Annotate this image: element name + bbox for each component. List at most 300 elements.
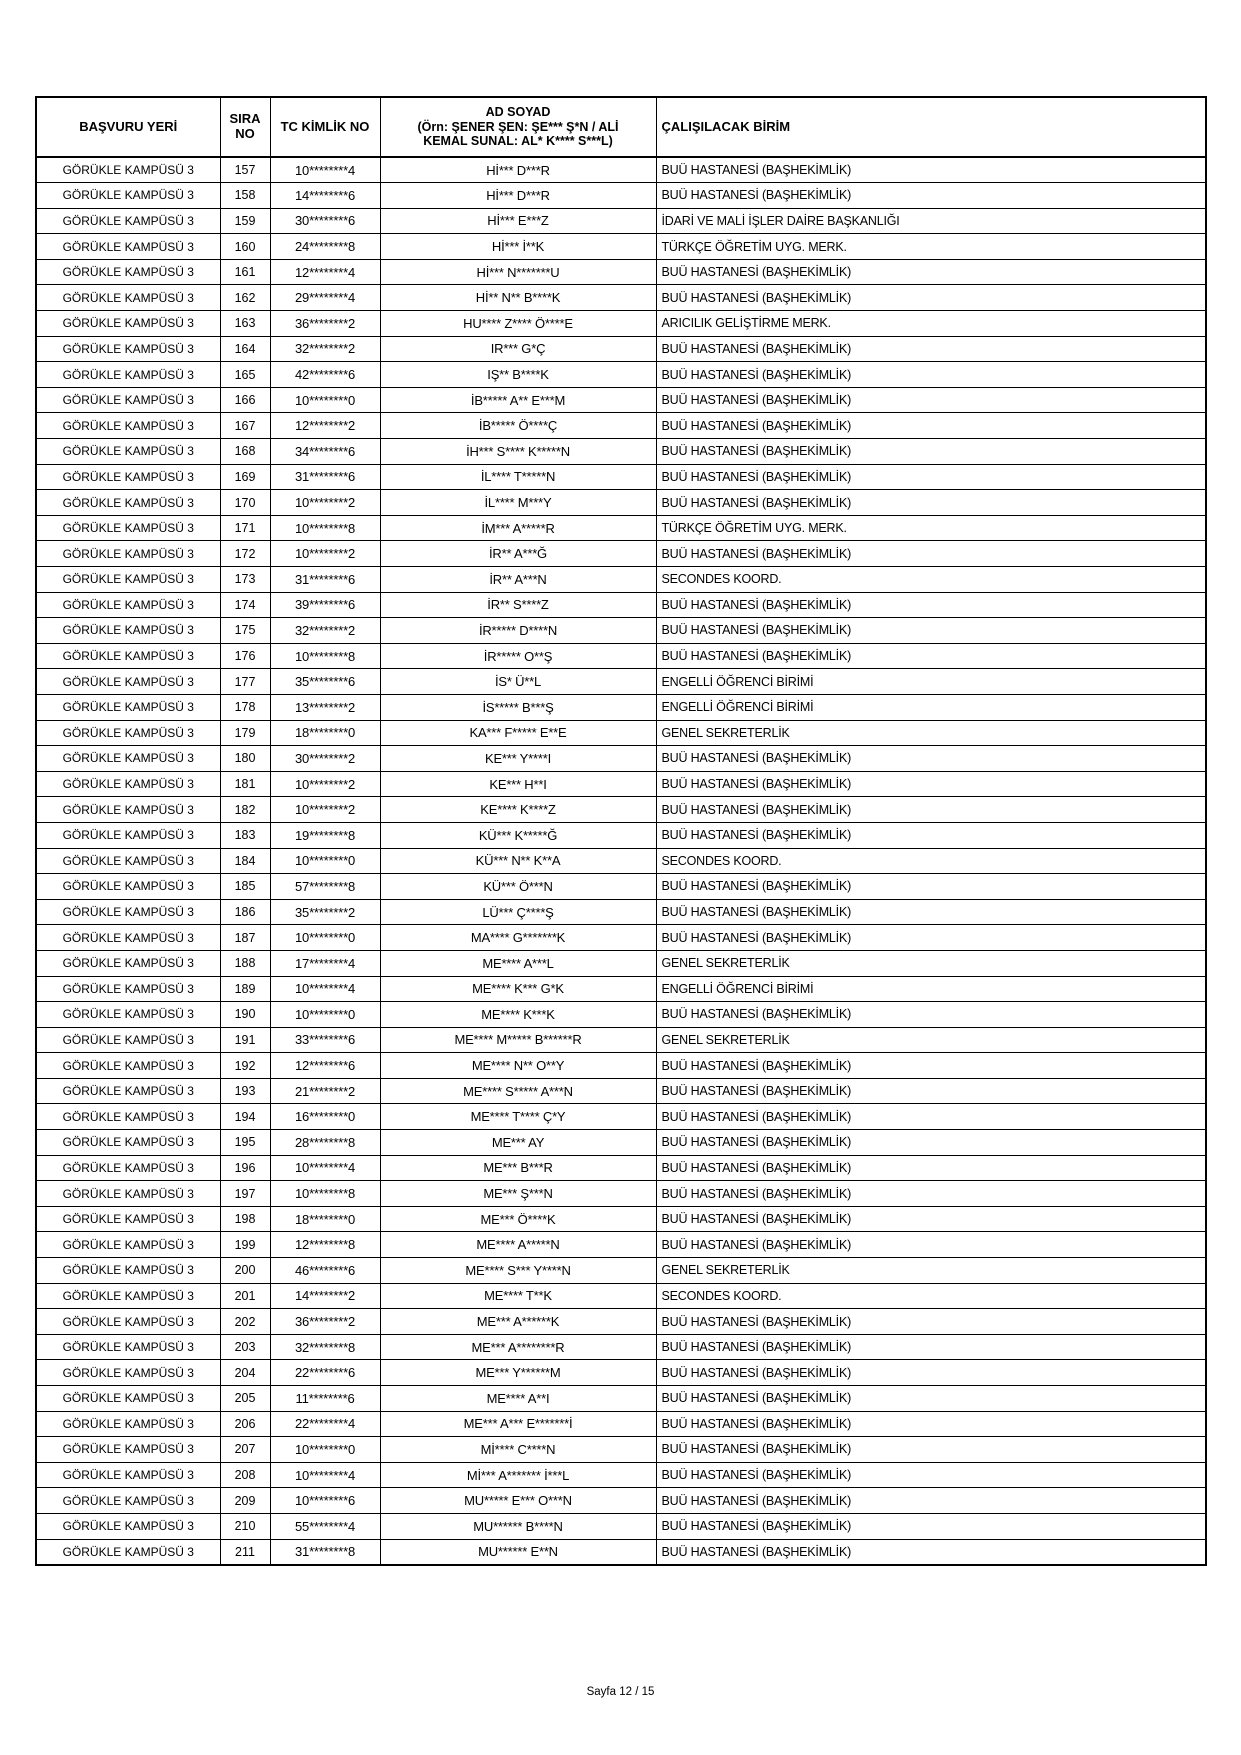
cell-basvuru-yeri: GÖRÜKLE KAMPÜSÜ 3 bbox=[36, 1309, 220, 1335]
cell-tc-kimlik-no: 21********2 bbox=[270, 1078, 380, 1104]
table-row bbox=[36, 1462, 1206, 1488]
cell-tc-kimlik-no: 57********8 bbox=[270, 874, 380, 900]
cell-tc-kimlik-no: 12********4 bbox=[270, 259, 380, 285]
cell-sira-no: 178 bbox=[220, 694, 270, 720]
table-row bbox=[36, 822, 1206, 848]
cell-sira-no: 172 bbox=[220, 541, 270, 567]
cell-tc-kimlik-no: 10********2 bbox=[270, 797, 380, 823]
header-row bbox=[36, 97, 1206, 157]
cell-sira-no: 158 bbox=[220, 183, 270, 209]
cell-calisilacak-birim: BUÜ HASTANESİ (BAŞHEKİMLİK) bbox=[656, 336, 1206, 362]
cell-ad-soyad: İB***** Ö****Ç bbox=[380, 413, 656, 439]
cell-sira-no: 186 bbox=[220, 899, 270, 925]
cell-tc-kimlik-no: 42********6 bbox=[270, 362, 380, 388]
cell-calisilacak-birim: BUÜ HASTANESİ (BAŞHEKİMLİK) bbox=[656, 1462, 1206, 1488]
cell-ad-soyad: Hİ*** İ**K bbox=[380, 234, 656, 260]
cell-sira-no: 190 bbox=[220, 1002, 270, 1028]
cell-basvuru-yeri: GÖRÜKLE KAMPÜSÜ 3 bbox=[36, 362, 220, 388]
cell-basvuru-yeri: GÖRÜKLE KAMPÜSÜ 3 bbox=[36, 541, 220, 567]
cell-ad-soyad: LÜ*** Ç****Ş bbox=[380, 899, 656, 925]
table-row bbox=[36, 925, 1206, 951]
cell-ad-soyad: Hİ*** E***Z bbox=[380, 208, 656, 234]
cell-basvuru-yeri: GÖRÜKLE KAMPÜSÜ 3 bbox=[36, 1130, 220, 1156]
cell-sira-no: 202 bbox=[220, 1309, 270, 1335]
cell-ad-soyad: ME*** Y******M bbox=[380, 1360, 656, 1386]
cell-calisilacak-birim: BUÜ HASTANESİ (BAŞHEKİMLİK) bbox=[656, 362, 1206, 388]
cell-calisilacak-birim: BUÜ HASTANESİ (BAŞHEKİMLİK) bbox=[656, 1078, 1206, 1104]
table-row bbox=[36, 669, 1206, 695]
table-row bbox=[36, 899, 1206, 925]
cell-sira-no: 179 bbox=[220, 720, 270, 746]
cell-basvuru-yeri: GÖRÜKLE KAMPÜSÜ 3 bbox=[36, 694, 220, 720]
cell-calisilacak-birim: GENEL SEKRETERLİK bbox=[656, 950, 1206, 976]
cell-ad-soyad: KE**** K****Z bbox=[380, 797, 656, 823]
cell-ad-soyad: KE*** Y****I bbox=[380, 746, 656, 772]
cell-tc-kimlik-no: 13********2 bbox=[270, 694, 380, 720]
cell-ad-soyad: ME*** Ö****K bbox=[380, 1206, 656, 1232]
cell-ad-soyad: ME**** A*****N bbox=[380, 1232, 656, 1258]
cell-sira-no: 163 bbox=[220, 311, 270, 337]
cell-basvuru-yeri: GÖRÜKLE KAMPÜSÜ 3 bbox=[36, 1053, 220, 1079]
table-row bbox=[36, 1488, 1206, 1514]
cell-ad-soyad: ME**** A**I bbox=[380, 1386, 656, 1412]
cell-ad-soyad: Hİ** N** B****K bbox=[380, 285, 656, 311]
table-header bbox=[36, 97, 1206, 157]
cell-ad-soyad: HU**** Z**** Ö****E bbox=[380, 311, 656, 337]
cell-tc-kimlik-no: 33********6 bbox=[270, 1027, 380, 1053]
table-row bbox=[36, 285, 1206, 311]
cell-tc-kimlik-no: 10********0 bbox=[270, 848, 380, 874]
table-row bbox=[36, 1513, 1206, 1539]
cell-ad-soyad: ME*** B***R bbox=[380, 1155, 656, 1181]
table-row bbox=[36, 797, 1206, 823]
cell-tc-kimlik-no: 55********4 bbox=[270, 1513, 380, 1539]
cell-calisilacak-birim: BUÜ HASTANESİ (BAŞHEKİMLİK) bbox=[656, 1360, 1206, 1386]
cell-basvuru-yeri: GÖRÜKLE KAMPÜSÜ 3 bbox=[36, 336, 220, 362]
cell-tc-kimlik-no: 10********4 bbox=[270, 157, 380, 183]
cell-tc-kimlik-no: 32********8 bbox=[270, 1334, 380, 1360]
table-row bbox=[36, 1002, 1206, 1028]
cell-calisilacak-birim: BUÜ HASTANESİ (BAŞHEKİMLİK) bbox=[656, 1232, 1206, 1258]
cell-sira-no: 159 bbox=[220, 208, 270, 234]
cell-tc-kimlik-no: 34********6 bbox=[270, 439, 380, 465]
table-row bbox=[36, 336, 1206, 362]
cell-basvuru-yeri: GÖRÜKLE KAMPÜSÜ 3 bbox=[36, 1002, 220, 1028]
cell-calisilacak-birim: BUÜ HASTANESİ (BAŞHEKİMLİK) bbox=[656, 387, 1206, 413]
cell-tc-kimlik-no: 28********8 bbox=[270, 1130, 380, 1156]
cell-sira-no: 175 bbox=[220, 618, 270, 644]
table-row bbox=[36, 1386, 1206, 1412]
cell-ad-soyad: İH*** S**** K*****N bbox=[380, 439, 656, 465]
cell-calisilacak-birim: BUÜ HASTANESİ (BAŞHEKİMLİK) bbox=[656, 1437, 1206, 1463]
header-basvuru-yeri-label: BAŞVURU YERİ bbox=[79, 118, 178, 134]
cell-calisilacak-birim: BUÜ HASTANESİ (BAŞHEKİMLİK) bbox=[656, 771, 1206, 797]
cell-sira-no: 193 bbox=[220, 1078, 270, 1104]
cell-tc-kimlik-no: 35********2 bbox=[270, 899, 380, 925]
header-ad-soyad-line3: KEMAL SUNAL: AL* K**** S***L) bbox=[423, 134, 613, 149]
table-row bbox=[36, 746, 1206, 772]
header-calisilacak-birim bbox=[656, 97, 1206, 157]
cell-sira-no: 210 bbox=[220, 1513, 270, 1539]
cell-sira-no: 166 bbox=[220, 387, 270, 413]
cell-basvuru-yeri: GÖRÜKLE KAMPÜSÜ 3 bbox=[36, 515, 220, 541]
table-row bbox=[36, 1539, 1206, 1565]
table-row bbox=[36, 208, 1206, 234]
cell-basvuru-yeri: GÖRÜKLE KAMPÜSÜ 3 bbox=[36, 1539, 220, 1565]
cell-sira-no: 181 bbox=[220, 771, 270, 797]
cell-calisilacak-birim: BUÜ HASTANESİ (BAŞHEKİMLİK) bbox=[656, 1181, 1206, 1207]
cell-tc-kimlik-no: 12********6 bbox=[270, 1053, 380, 1079]
cell-tc-kimlik-no: 22********6 bbox=[270, 1360, 380, 1386]
cell-ad-soyad: KÜ*** N** K**A bbox=[380, 848, 656, 874]
cell-calisilacak-birim: BUÜ HASTANESİ (BAŞHEKİMLİK) bbox=[656, 1488, 1206, 1514]
cell-tc-kimlik-no: 29********4 bbox=[270, 285, 380, 311]
cell-basvuru-yeri: GÖRÜKLE KAMPÜSÜ 3 bbox=[36, 1488, 220, 1514]
cell-basvuru-yeri: GÖRÜKLE KAMPÜSÜ 3 bbox=[36, 797, 220, 823]
cell-ad-soyad: IR*** G*Ç bbox=[380, 336, 656, 362]
cell-calisilacak-birim: BUÜ HASTANESİ (BAŞHEKİMLİK) bbox=[656, 541, 1206, 567]
table-row bbox=[36, 490, 1206, 516]
cell-ad-soyad: İR***** O**Ş bbox=[380, 643, 656, 669]
cell-calisilacak-birim: ENGELLİ ÖĞRENCİ BİRİMİ bbox=[656, 976, 1206, 1002]
cell-calisilacak-birim: BUÜ HASTANESİ (BAŞHEKİMLİK) bbox=[656, 1334, 1206, 1360]
cell-basvuru-yeri: GÖRÜKLE KAMPÜSÜ 3 bbox=[36, 618, 220, 644]
cell-basvuru-yeri: GÖRÜKLE KAMPÜSÜ 3 bbox=[36, 1206, 220, 1232]
cell-sira-no: 176 bbox=[220, 643, 270, 669]
table-row bbox=[36, 1181, 1206, 1207]
cell-calisilacak-birim: SECONDES KOORD. bbox=[656, 567, 1206, 593]
cell-tc-kimlik-no: 12********8 bbox=[270, 1232, 380, 1258]
cell-sira-no: 196 bbox=[220, 1155, 270, 1181]
cell-ad-soyad: KÜ*** K*****Ğ bbox=[380, 822, 656, 848]
cell-ad-soyad: Hİ*** D***R bbox=[380, 157, 656, 183]
cell-tc-kimlik-no: 10********8 bbox=[270, 515, 380, 541]
cell-ad-soyad: MU***** E*** O***N bbox=[380, 1488, 656, 1514]
cell-ad-soyad: İR** S****Z bbox=[380, 592, 656, 618]
cell-tc-kimlik-no: 10********4 bbox=[270, 1155, 380, 1181]
cell-tc-kimlik-no: 31********6 bbox=[270, 567, 380, 593]
cell-calisilacak-birim: BUÜ HASTANESİ (BAŞHEKİMLİK) bbox=[656, 439, 1206, 465]
cell-ad-soyad: İL**** T*****N bbox=[380, 464, 656, 490]
cell-tc-kimlik-no: 35********6 bbox=[270, 669, 380, 695]
table-row bbox=[36, 874, 1206, 900]
cell-tc-kimlik-no: 17********4 bbox=[270, 950, 380, 976]
table-row bbox=[36, 1437, 1206, 1463]
table-row bbox=[36, 1104, 1206, 1130]
cell-calisilacak-birim: BUÜ HASTANESİ (BAŞHEKİMLİK) bbox=[656, 874, 1206, 900]
cell-basvuru-yeri: GÖRÜKLE KAMPÜSÜ 3 bbox=[36, 925, 220, 951]
cell-ad-soyad: ME*** A*** E*******İ bbox=[380, 1411, 656, 1437]
cell-tc-kimlik-no: 32********2 bbox=[270, 336, 380, 362]
table-row bbox=[36, 439, 1206, 465]
cell-calisilacak-birim: BUÜ HASTANESİ (BAŞHEKİMLİK) bbox=[656, 746, 1206, 772]
cell-basvuru-yeri: GÖRÜKLE KAMPÜSÜ 3 bbox=[36, 1437, 220, 1463]
table-row bbox=[36, 1258, 1206, 1284]
cell-tc-kimlik-no: 12********2 bbox=[270, 413, 380, 439]
cell-ad-soyad: KE*** H**I bbox=[380, 771, 656, 797]
cell-sira-no: 167 bbox=[220, 413, 270, 439]
cell-ad-soyad: Mİ**** C****N bbox=[380, 1437, 656, 1463]
table-row bbox=[36, 720, 1206, 746]
cell-tc-kimlik-no: 36********2 bbox=[270, 1309, 380, 1335]
cell-ad-soyad: ME*** AY bbox=[380, 1130, 656, 1156]
document-table bbox=[35, 96, 1207, 1566]
header-ad-soyad-line1: AD SOYAD bbox=[485, 105, 551, 120]
table-row bbox=[36, 1206, 1206, 1232]
cell-calisilacak-birim: BUÜ HASTANESİ (BAŞHEKİMLİK) bbox=[656, 618, 1206, 644]
cell-tc-kimlik-no: 30********2 bbox=[270, 746, 380, 772]
table-row bbox=[36, 362, 1206, 388]
table-row bbox=[36, 1053, 1206, 1079]
cell-calisilacak-birim: İDARİ VE MALİ İŞLER DAİRE BAŞKANLIĞI bbox=[656, 208, 1206, 234]
cell-ad-soyad: İL**** M***Y bbox=[380, 490, 656, 516]
cell-sira-no: 201 bbox=[220, 1283, 270, 1309]
cell-basvuru-yeri: GÖRÜKLE KAMPÜSÜ 3 bbox=[36, 643, 220, 669]
header-ad-soyad-line2: (Örn: ŞENER ŞEN: ŞE*** Ş*N / ALİ bbox=[417, 119, 619, 134]
cell-tc-kimlik-no: 10********2 bbox=[270, 490, 380, 516]
cell-sira-no: 195 bbox=[220, 1130, 270, 1156]
cell-ad-soyad: İM*** A*****R bbox=[380, 515, 656, 541]
table-row bbox=[36, 1027, 1206, 1053]
cell-ad-soyad: ME*** A******K bbox=[380, 1309, 656, 1335]
cell-sira-no: 197 bbox=[220, 1181, 270, 1207]
cell-basvuru-yeri: GÖRÜKLE KAMPÜSÜ 3 bbox=[36, 490, 220, 516]
cell-calisilacak-birim: BUÜ HASTANESİ (BAŞHEKİMLİK) bbox=[656, 413, 1206, 439]
cell-ad-soyad: ME**** K***K bbox=[380, 1002, 656, 1028]
cell-sira-no: 211 bbox=[220, 1539, 270, 1565]
cell-sira-no: 161 bbox=[220, 259, 270, 285]
cell-calisilacak-birim: BUÜ HASTANESİ (BAŞHEKİMLİK) bbox=[656, 1053, 1206, 1079]
header-tc-kimlik-label: TC KİMLİK NO bbox=[280, 118, 370, 134]
cell-tc-kimlik-no: 10********6 bbox=[270, 1488, 380, 1514]
cell-basvuru-yeri: GÖRÜKLE KAMPÜSÜ 3 bbox=[36, 1027, 220, 1053]
cell-basvuru-yeri: GÖRÜKLE KAMPÜSÜ 3 bbox=[36, 746, 220, 772]
table-row bbox=[36, 413, 1206, 439]
table-row bbox=[36, 1360, 1206, 1386]
cell-ad-soyad: Hİ*** N*******U bbox=[380, 259, 656, 285]
table-row bbox=[36, 183, 1206, 209]
table-row bbox=[36, 234, 1206, 260]
cell-calisilacak-birim: BUÜ HASTANESİ (BAŞHEKİMLİK) bbox=[656, 259, 1206, 285]
cell-ad-soyad: ME**** T**K bbox=[380, 1283, 656, 1309]
header-sira-line1: SIRA bbox=[229, 111, 261, 127]
cell-sira-no: 187 bbox=[220, 925, 270, 951]
cell-basvuru-yeri: GÖRÜKLE KAMPÜSÜ 3 bbox=[36, 1334, 220, 1360]
cell-tc-kimlik-no: 39********6 bbox=[270, 592, 380, 618]
cell-ad-soyad: İB***** A** E***M bbox=[380, 387, 656, 413]
table-row bbox=[36, 1078, 1206, 1104]
table-row bbox=[36, 771, 1206, 797]
cell-sira-no: 164 bbox=[220, 336, 270, 362]
cell-calisilacak-birim: BUÜ HASTANESİ (BAŞHEKİMLİK) bbox=[656, 643, 1206, 669]
table-row bbox=[36, 311, 1206, 337]
cell-ad-soyad: MU****** B****N bbox=[380, 1513, 656, 1539]
cell-basvuru-yeri: GÖRÜKLE KAMPÜSÜ 3 bbox=[36, 464, 220, 490]
cell-basvuru-yeri: GÖRÜKLE KAMPÜSÜ 3 bbox=[36, 157, 220, 183]
cell-tc-kimlik-no: 18********0 bbox=[270, 720, 380, 746]
cell-sira-no: 160 bbox=[220, 234, 270, 260]
cell-calisilacak-birim: BUÜ HASTANESİ (BAŞHEKİMLİK) bbox=[656, 1104, 1206, 1130]
cell-basvuru-yeri: GÖRÜKLE KAMPÜSÜ 3 bbox=[36, 1462, 220, 1488]
cell-sira-no: 184 bbox=[220, 848, 270, 874]
table-row bbox=[36, 618, 1206, 644]
cell-sira-no: 182 bbox=[220, 797, 270, 823]
cell-tc-kimlik-no: 46********6 bbox=[270, 1258, 380, 1284]
cell-sira-no: 207 bbox=[220, 1437, 270, 1463]
cell-basvuru-yeri: GÖRÜKLE KAMPÜSÜ 3 bbox=[36, 1078, 220, 1104]
cell-ad-soyad: ME**** A***L bbox=[380, 950, 656, 976]
page-number: Sayfa 12 / 15 bbox=[586, 1686, 655, 1698]
cell-basvuru-yeri: GÖRÜKLE KAMPÜSÜ 3 bbox=[36, 439, 220, 465]
cell-tc-kimlik-no: 14********6 bbox=[270, 183, 380, 209]
cell-calisilacak-birim: BUÜ HASTANESİ (BAŞHEKİMLİK) bbox=[656, 490, 1206, 516]
cell-ad-soyad: İS***** B***Ş bbox=[380, 694, 656, 720]
cell-tc-kimlik-no: 10********0 bbox=[270, 925, 380, 951]
header-sira-no bbox=[220, 97, 270, 157]
cell-basvuru-yeri: GÖRÜKLE KAMPÜSÜ 3 bbox=[36, 208, 220, 234]
cell-sira-no: 191 bbox=[220, 1027, 270, 1053]
cell-calisilacak-birim: ENGELLİ ÖĞRENCİ BİRİMİ bbox=[656, 669, 1206, 695]
cell-sira-no: 189 bbox=[220, 976, 270, 1002]
cell-calisilacak-birim: BUÜ HASTANESİ (BAŞHEKİMLİK) bbox=[656, 464, 1206, 490]
cell-tc-kimlik-no: 19********8 bbox=[270, 822, 380, 848]
cell-calisilacak-birim: SECONDES KOORD. bbox=[656, 848, 1206, 874]
cell-calisilacak-birim: TÜRKÇE ÖĞRETİM UYG. MERK. bbox=[656, 515, 1206, 541]
cell-tc-kimlik-no: 11********6 bbox=[270, 1386, 380, 1412]
cell-ad-soyad: İR***** D****N bbox=[380, 618, 656, 644]
table-row bbox=[36, 387, 1206, 413]
cell-basvuru-yeri: GÖRÜKLE KAMPÜSÜ 3 bbox=[36, 822, 220, 848]
cell-basvuru-yeri: GÖRÜKLE KAMPÜSÜ 3 bbox=[36, 848, 220, 874]
cell-sira-no: 205 bbox=[220, 1386, 270, 1412]
cell-sira-no: 204 bbox=[220, 1360, 270, 1386]
cell-calisilacak-birim: BUÜ HASTANESİ (BAŞHEKİMLİK) bbox=[656, 1513, 1206, 1539]
cell-calisilacak-birim: GENEL SEKRETERLİK bbox=[656, 720, 1206, 746]
cell-basvuru-yeri: GÖRÜKLE KAMPÜSÜ 3 bbox=[36, 669, 220, 695]
cell-basvuru-yeri: GÖRÜKLE KAMPÜSÜ 3 bbox=[36, 1155, 220, 1181]
table-row bbox=[36, 515, 1206, 541]
cell-calisilacak-birim: GENEL SEKRETERLİK bbox=[656, 1027, 1206, 1053]
table-row bbox=[36, 541, 1206, 567]
cell-sira-no: 171 bbox=[220, 515, 270, 541]
cell-sira-no: 180 bbox=[220, 746, 270, 772]
table-row bbox=[36, 1411, 1206, 1437]
cell-sira-no: 169 bbox=[220, 464, 270, 490]
cell-basvuru-yeri: GÖRÜKLE KAMPÜSÜ 3 bbox=[36, 1181, 220, 1207]
cell-ad-soyad: MU****** E**N bbox=[380, 1539, 656, 1565]
cell-tc-kimlik-no: 24********8 bbox=[270, 234, 380, 260]
cell-sira-no: 199 bbox=[220, 1232, 270, 1258]
cell-tc-kimlik-no: 18********0 bbox=[270, 1206, 380, 1232]
table-row bbox=[36, 259, 1206, 285]
header-basvuru-yeri bbox=[36, 97, 220, 157]
table-row bbox=[36, 1309, 1206, 1335]
cell-calisilacak-birim: TÜRKÇE ÖĞRETİM UYG. MERK. bbox=[656, 234, 1206, 260]
cell-basvuru-yeri: GÖRÜKLE KAMPÜSÜ 3 bbox=[36, 413, 220, 439]
cell-ad-soyad: ME**** M***** B******R bbox=[380, 1027, 656, 1053]
cell-sira-no: 194 bbox=[220, 1104, 270, 1130]
cell-tc-kimlik-no: 14********2 bbox=[270, 1283, 380, 1309]
cell-ad-soyad: Mİ*** A******* İ***L bbox=[380, 1462, 656, 1488]
cell-basvuru-yeri: GÖRÜKLE KAMPÜSÜ 3 bbox=[36, 567, 220, 593]
cell-basvuru-yeri: GÖRÜKLE KAMPÜSÜ 3 bbox=[36, 899, 220, 925]
header-sira-line2: NO bbox=[235, 126, 255, 141]
cell-sira-no: 165 bbox=[220, 362, 270, 388]
cell-tc-kimlik-no: 10********8 bbox=[270, 1181, 380, 1207]
cell-sira-no: 157 bbox=[220, 157, 270, 183]
cell-calisilacak-birim: BUÜ HASTANESİ (BAŞHEKİMLİK) bbox=[656, 797, 1206, 823]
cell-ad-soyad: ME*** A********R bbox=[380, 1334, 656, 1360]
cell-calisilacak-birim: GENEL SEKRETERLİK bbox=[656, 1258, 1206, 1284]
cell-sira-no: 174 bbox=[220, 592, 270, 618]
table-row bbox=[36, 157, 1206, 183]
cell-sira-no: 208 bbox=[220, 1462, 270, 1488]
cell-sira-no: 192 bbox=[220, 1053, 270, 1079]
cell-ad-soyad: MA**** G*******K bbox=[380, 925, 656, 951]
cell-calisilacak-birim: BUÜ HASTANESİ (BAŞHEKİMLİK) bbox=[656, 1002, 1206, 1028]
cell-ad-soyad: ME**** K*** G*K bbox=[380, 976, 656, 1002]
cell-calisilacak-birim: BUÜ HASTANESİ (BAŞHEKİMLİK) bbox=[656, 1155, 1206, 1181]
cell-tc-kimlik-no: 32********2 bbox=[270, 618, 380, 644]
cell-tc-kimlik-no: 10********0 bbox=[270, 1002, 380, 1028]
cell-calisilacak-birim: BUÜ HASTANESİ (BAŞHEKİMLİK) bbox=[656, 1309, 1206, 1335]
cell-sira-no: 206 bbox=[220, 1411, 270, 1437]
table-row bbox=[36, 1130, 1206, 1156]
cell-calisilacak-birim: ENGELLİ ÖĞRENCİ BİRİMİ bbox=[656, 694, 1206, 720]
cell-basvuru-yeri: GÖRÜKLE KAMPÜSÜ 3 bbox=[36, 1232, 220, 1258]
table-row bbox=[36, 643, 1206, 669]
table-row bbox=[36, 464, 1206, 490]
cell-calisilacak-birim: BUÜ HASTANESİ (BAŞHEKİMLİK) bbox=[656, 1386, 1206, 1412]
cell-ad-soyad: ME**** N** O**Y bbox=[380, 1053, 656, 1079]
cell-sira-no: 168 bbox=[220, 439, 270, 465]
cell-basvuru-yeri: GÖRÜKLE KAMPÜSÜ 3 bbox=[36, 1104, 220, 1130]
table-row bbox=[36, 1232, 1206, 1258]
table-row bbox=[36, 1334, 1206, 1360]
cell-ad-soyad: ME**** S*** Y****N bbox=[380, 1258, 656, 1284]
cell-tc-kimlik-no: 10********0 bbox=[270, 387, 380, 413]
cell-tc-kimlik-no: 16********0 bbox=[270, 1104, 380, 1130]
cell-basvuru-yeri: GÖRÜKLE KAMPÜSÜ 3 bbox=[36, 1360, 220, 1386]
header-ad-soyad bbox=[380, 97, 656, 157]
table-row bbox=[36, 976, 1206, 1002]
cell-calisilacak-birim: BUÜ HASTANESİ (BAŞHEKİMLİK) bbox=[656, 157, 1206, 183]
cell-calisilacak-birim: BUÜ HASTANESİ (BAŞHEKİMLİK) bbox=[656, 1539, 1206, 1565]
header-tc-kimlik-no bbox=[270, 97, 380, 157]
cell-ad-soyad: KÜ*** Ö***N bbox=[380, 874, 656, 900]
cell-calisilacak-birim: BUÜ HASTANESİ (BAŞHEKİMLİK) bbox=[656, 822, 1206, 848]
cell-calisilacak-birim: BUÜ HASTANESİ (BAŞHEKİMLİK) bbox=[656, 925, 1206, 951]
cell-basvuru-yeri: GÖRÜKLE KAMPÜSÜ 3 bbox=[36, 1283, 220, 1309]
cell-basvuru-yeri: GÖRÜKLE KAMPÜSÜ 3 bbox=[36, 720, 220, 746]
cell-ad-soyad: ME*** Ş***N bbox=[380, 1181, 656, 1207]
cell-tc-kimlik-no: 36********2 bbox=[270, 311, 380, 337]
cell-sira-no: 177 bbox=[220, 669, 270, 695]
cell-tc-kimlik-no: 22********4 bbox=[270, 1411, 380, 1437]
cell-basvuru-yeri: GÖRÜKLE KAMPÜSÜ 3 bbox=[36, 950, 220, 976]
cell-basvuru-yeri: GÖRÜKLE KAMPÜSÜ 3 bbox=[36, 183, 220, 209]
cell-tc-kimlik-no: 10********0 bbox=[270, 1437, 380, 1463]
cell-calisilacak-birim: BUÜ HASTANESİ (BAŞHEKİMLİK) bbox=[656, 1206, 1206, 1232]
cell-tc-kimlik-no: 10********2 bbox=[270, 541, 380, 567]
table-row bbox=[36, 567, 1206, 593]
header-birim-label: ÇALIŞILACAK BİRİM bbox=[661, 118, 791, 134]
table-body bbox=[36, 157, 1206, 1565]
cell-basvuru-yeri: GÖRÜKLE KAMPÜSÜ 3 bbox=[36, 1411, 220, 1437]
cell-sira-no: 173 bbox=[220, 567, 270, 593]
cell-tc-kimlik-no: 31********6 bbox=[270, 464, 380, 490]
cell-tc-kimlik-no: 10********4 bbox=[270, 976, 380, 1002]
